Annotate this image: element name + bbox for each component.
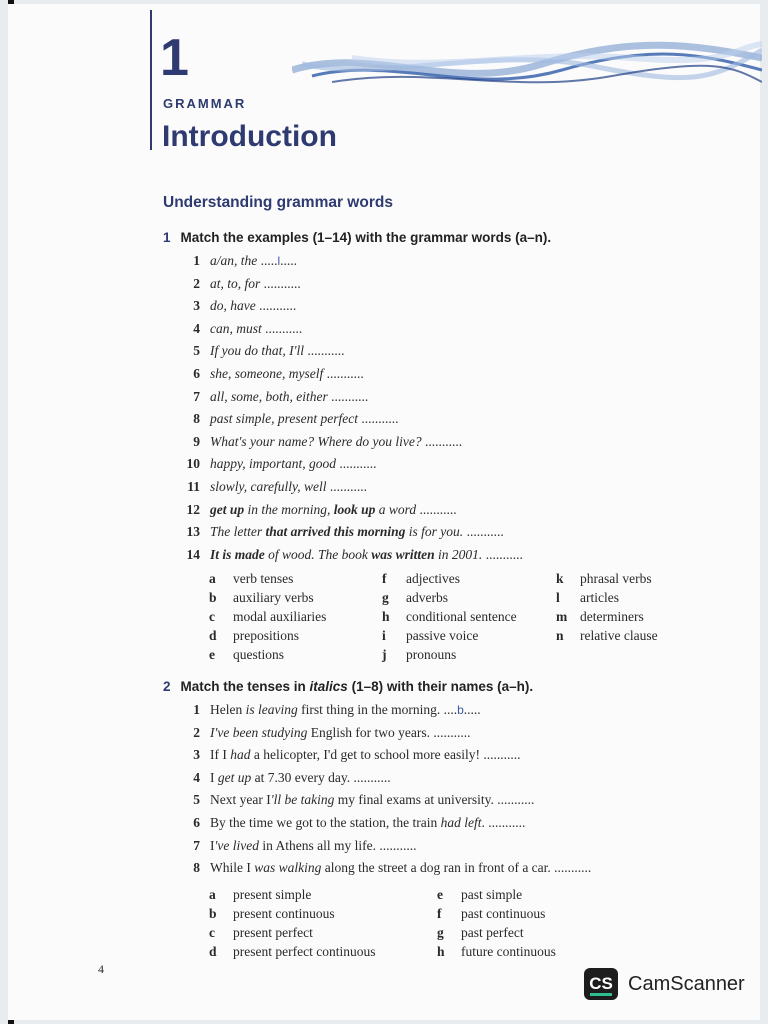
option-item	[209, 647, 284, 663]
item-number: 4	[193, 320, 200, 336]
option-text: passive voice	[406, 628, 479, 643]
option-text: modal auxiliaries	[233, 609, 327, 624]
item-text: past simple, present perfect ...........	[210, 411, 399, 427]
item-text: get up in the morning, look up a word ...........	[210, 501, 457, 517]
option-item	[437, 944, 556, 960]
item-number: 1	[193, 702, 200, 717]
item-number: 13	[186, 524, 200, 540]
option-text: phrasal verbs	[580, 571, 652, 586]
option-text: present perfect continuous	[233, 944, 376, 959]
item-number: 7	[193, 388, 200, 404]
option-letter: e	[437, 887, 443, 902]
item-number: 14	[186, 546, 200, 562]
item-text: It is made of wood. The book was written in 2001. ...........	[210, 546, 523, 562]
option-item	[556, 628, 658, 644]
option-item	[209, 609, 326, 625]
option-text: questions	[233, 647, 285, 662]
option-letter: a	[209, 571, 216, 586]
option-letter: l	[556, 590, 560, 605]
option-letter: h	[437, 944, 445, 959]
option-text: past perfect	[461, 925, 524, 940]
option-item	[556, 571, 652, 587]
exercise-1-heading	[163, 230, 551, 245]
option-letter: b	[209, 590, 217, 605]
option-letter: j	[382, 647, 387, 662]
item-number: 8	[193, 411, 200, 427]
exercise-1-number: 1	[163, 230, 171, 245]
option-text: past simple	[461, 887, 523, 902]
item-number: 3	[193, 298, 200, 314]
option-item	[209, 925, 313, 941]
option-item	[382, 571, 460, 587]
chapter-rule	[150, 10, 152, 150]
option-item	[209, 906, 335, 922]
item-text: can, must ...........	[210, 320, 303, 336]
item-number: 2	[193, 724, 200, 740]
option-letter: c	[209, 609, 215, 624]
option-text: determiners	[580, 609, 644, 624]
option-letter: f	[382, 571, 387, 586]
option-item	[209, 887, 311, 903]
option-item	[209, 571, 293, 587]
item-text: she, someone, myself ...........	[210, 366, 364, 381]
option-letter: d	[209, 628, 217, 643]
option-item	[382, 628, 478, 644]
item-number: 6	[193, 815, 200, 830]
item-number: 8	[193, 860, 200, 876]
option-letter: g	[437, 925, 444, 940]
option-text: future continuous	[461, 944, 556, 959]
option-item	[437, 925, 524, 941]
camscanner-text: CamScanner	[628, 972, 745, 995]
option-letter: n	[556, 628, 564, 643]
item-text: Next year I'll be taking my final exams at university. ...........	[210, 792, 535, 808]
section-title: Understanding grammar words	[163, 194, 393, 211]
option-item	[209, 628, 299, 644]
item-number: 5	[193, 792, 200, 808]
item-text: While I was walking along the street a dog ran in front of a car. ...........	[210, 860, 592, 876]
item-number: 6	[193, 366, 200, 381]
item-number: 11	[187, 479, 200, 494]
item-number: 7	[193, 837, 200, 853]
option-item	[556, 609, 644, 625]
option-letter: d	[209, 944, 217, 959]
exercise-2-number: 2	[163, 679, 171, 694]
item-text: What's your name? Where do you live? ...........	[210, 433, 463, 449]
item-text: If you do that, I'll ...........	[210, 343, 345, 359]
item-text: slowly, carefully, well ...........	[210, 479, 367, 494]
chapter-label: GRAMMAR	[163, 96, 247, 111]
option-text: auxiliary verbs	[233, 590, 314, 605]
option-text: adjectives	[406, 571, 460, 586]
option-letter: i	[382, 628, 386, 643]
option-item	[556, 590, 619, 606]
option-item	[209, 590, 314, 606]
option-text: prepositions	[233, 628, 299, 643]
option-letter: k	[556, 571, 564, 586]
option-text: present simple	[233, 887, 312, 902]
option-text: present continuous	[233, 906, 335, 921]
option-item	[382, 590, 448, 606]
item-text: I get up at 7.30 every day. ...........	[210, 769, 391, 785]
item-text: If I had a helicopter, I'd get to school more easily! ...........	[210, 747, 521, 763]
item-number: 4	[193, 769, 200, 785]
option-text: pronouns	[406, 647, 457, 662]
option-item	[209, 944, 375, 960]
item-number: 5	[193, 343, 200, 359]
option-text: articles	[580, 590, 619, 605]
option-item	[382, 609, 517, 625]
chapter-number: 1	[160, 29, 189, 87]
option-text: present perfect	[233, 925, 313, 940]
page-number: 4	[98, 962, 104, 976]
item-text: I've been studying English for two years. ...........	[210, 724, 471, 740]
option-text: adverbs	[406, 590, 448, 605]
item-text: a/an, the .....l.....	[210, 253, 298, 268]
option-letter: g	[382, 590, 389, 605]
option-item	[437, 887, 522, 903]
option-item	[382, 647, 456, 663]
item-number: 12	[186, 501, 200, 517]
decorative-wave-banner	[292, 36, 762, 100]
item-number: 1	[193, 253, 200, 268]
camscanner-logo-icon: CS	[584, 968, 618, 1000]
option-letter: h	[382, 609, 390, 624]
exercise-2-heading	[163, 679, 533, 694]
option-text: verb tenses	[233, 571, 294, 586]
item-text: I've lived in Athens all my life. ...........	[210, 837, 417, 853]
option-letter: m	[556, 609, 568, 624]
exercise-2-instruction: Match the tenses in italics (1–8) with their names (a–h).	[180, 679, 534, 694]
option-text: relative clause	[580, 628, 658, 643]
page-title: Introduction	[162, 120, 337, 153]
item-number: 2	[193, 275, 200, 291]
option-letter: e	[209, 647, 215, 662]
option-text: past continuous	[461, 906, 546, 921]
item-text: The letter that arrived this morning is for you. ...........	[210, 524, 504, 540]
option-letter: a	[209, 887, 216, 902]
item-number: 10	[186, 456, 200, 472]
option-item	[437, 906, 545, 922]
option-letter: b	[209, 906, 217, 921]
item-number: 3	[193, 747, 200, 763]
item-text: all, some, both, either ...........	[210, 388, 369, 404]
option-letter: f	[437, 906, 442, 921]
item-text: Helen is leaving first thing in the morning. ....b.....	[210, 702, 481, 717]
option-text: conditional sentence	[406, 609, 517, 624]
item-text: happy, important, good ...........	[210, 456, 377, 472]
item-text: do, have ...........	[210, 298, 297, 314]
item-text: at, to, for ...........	[210, 275, 301, 291]
item-text: By the time we got to the station, the train had left. ...........	[210, 815, 526, 830]
item-number: 9	[193, 433, 200, 449]
option-letter: c	[209, 925, 215, 940]
camscanner-watermark	[584, 968, 745, 1000]
exercise-1-instruction: Match the examples (1–14) with the grammar words (a–n).	[180, 230, 552, 245]
